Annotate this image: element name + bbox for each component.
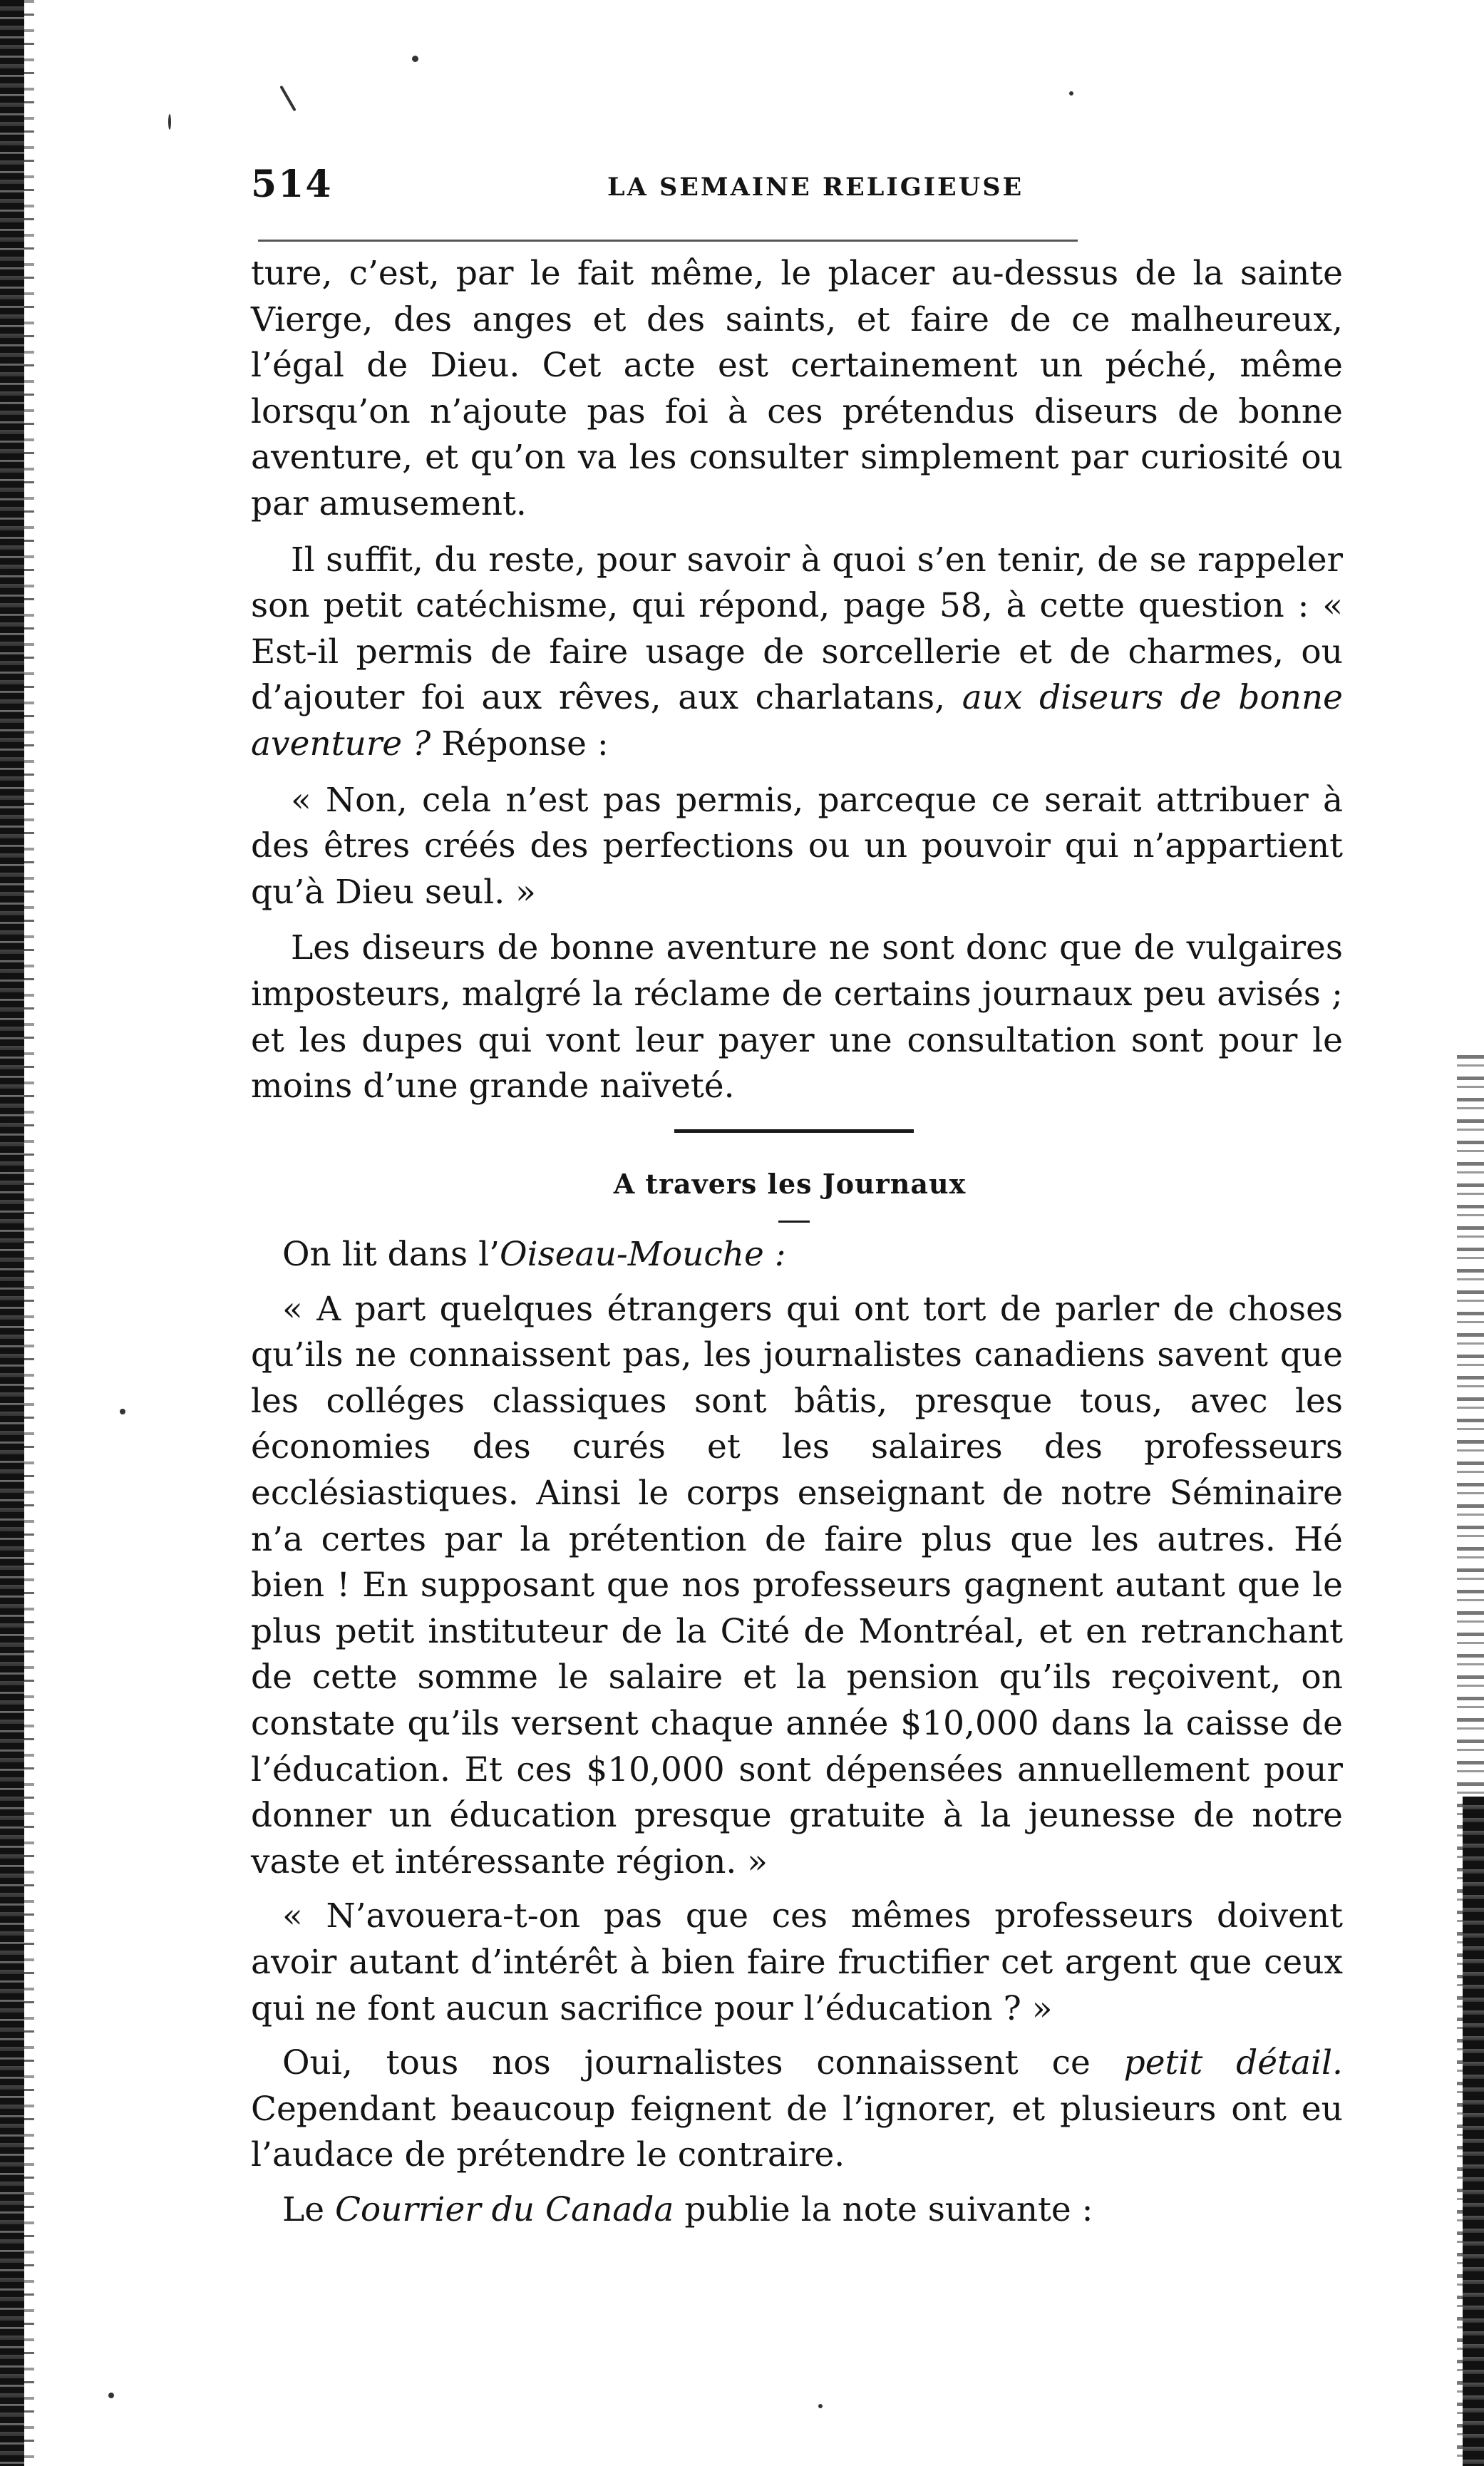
scan-speck	[108, 2393, 114, 2398]
section-rule	[674, 1129, 914, 1133]
paragraph-text: publie la note suivante :	[674, 2189, 1093, 2229]
section-title: A travers les Journaux	[613, 1168, 967, 1200]
page-number: 514	[251, 163, 333, 206]
header-rule	[258, 240, 1078, 242]
paragraph-text: Réponse :	[431, 724, 609, 764]
paragraph-text: On lit dans l’	[282, 1235, 500, 1274]
scan-speck	[1069, 91, 1073, 96]
emphasis-text: petit détail.	[1123, 2043, 1343, 2083]
emphasis-text: Courrier du Canada	[334, 2189, 674, 2229]
scan-speck	[412, 56, 418, 62]
paragraph: Les diseurs de bonne aventure ne sont donc que de vulgaires imposteurs, malgré la réclame de certains journaux peu avisés ; et les dupes qui vont leur payer une consultation sont pour le moins d’une grande naïveté.	[251, 928, 1343, 1106]
paragraph-text: Cependant beaucoup feignent de l’ignorer, et plusieurs ont eu l’audace de prétendre le contraire.	[251, 2089, 1343, 2175]
scan-border-left	[0, 0, 24, 2466]
paragraph	[251, 538, 1343, 768]
section-body	[251, 1232, 1343, 2233]
scan-speck	[120, 1409, 125, 1414]
article-continuation	[251, 251, 1343, 1110]
paragraph-text: Il suffit, du reste, pour savoir à quoi s’en tenir, de se rappeler son petit catéchisme, qui répond, page 58, à cette question : « Est-il permis de faire usage de sorcellerie et de charmes, ou d’ajouter foi aux rêves, aux charlatans,	[251, 540, 1343, 718]
paragraph: ture, c’est, par le fait même, le placer au-dessus de la sainte Vierge, des anges et des saints, et faire de ce malheureux, l’égal de Dieu. Cet acte est certainement un péché, même lorsqu’on n’ajoute pas foi à ces prétendus diseurs de bonne aventure, et qu’on va les consulter simplement par curiosité ou par amusement.	[251, 254, 1343, 523]
section-dash	[778, 1221, 810, 1223]
scan-border-right-dark	[1463, 1797, 1484, 2466]
scan-speck	[168, 114, 171, 130]
scan-speck	[279, 86, 296, 112]
page-header	[251, 163, 1135, 212]
paragraph	[251, 2187, 1343, 2234]
emphasis-text: aux diseurs de bonne aventure ?	[251, 678, 1343, 764]
emphasis-text: Oiseau-Mouche :	[500, 1235, 786, 1274]
running-title: LA SEMAINE RELIGIEUSE	[607, 173, 1024, 202]
paragraph	[251, 2040, 1343, 2179]
quote-paragraph: « N’avouera-t-on pas que ces mêmes professeurs doivent avoir autant d’intérêt à bien faire fructifier cet argent que ceux qui ne font aucun sacrifice pour l’éducation ? »	[251, 1896, 1343, 2028]
paragraph-text: Le	[282, 2189, 335, 2229]
quote-paragraph: « A part quelques étrangers qui ont tort de parler de choses qu’ils ne connaissent pas, les journalistes canadiens savent que les colléges classiques sont bâtis, presque tous, avec les économies des curés et les salaires des professeurs ecclésiastiques. Ainsi le corps enseignant de notre Séminaire n’a certes par la prétention de faire plus que les autres. Hé bien ! En supposant que nos professeurs gagnent autant que le plus petit instituteur de la Cité de Montréal, et en retranchant de cette somme le salaire et la pension qu’ils reçoivent, on constate qu’ils versent chaque année $10,000 dans la caisse de l’éducation. Et ces $10,000 sont dépensées annuellement pour donner un éducation presque gratuite à la jeunesse de notre vaste et intéressante région. »	[251, 1289, 1343, 1881]
paragraph-text: Oui, tous nos journalistes connaissent ce	[282, 2043, 1124, 2083]
paragraph	[251, 1232, 1343, 1278]
scan-speck	[818, 2404, 823, 2408]
quote-paragraph: « Non, cela n’est pas permis, parceque ce serait attribuer à des êtres créés des perfections ou un pouvoir qui n’appartient qu’à Dieu seul. »	[251, 780, 1343, 912]
